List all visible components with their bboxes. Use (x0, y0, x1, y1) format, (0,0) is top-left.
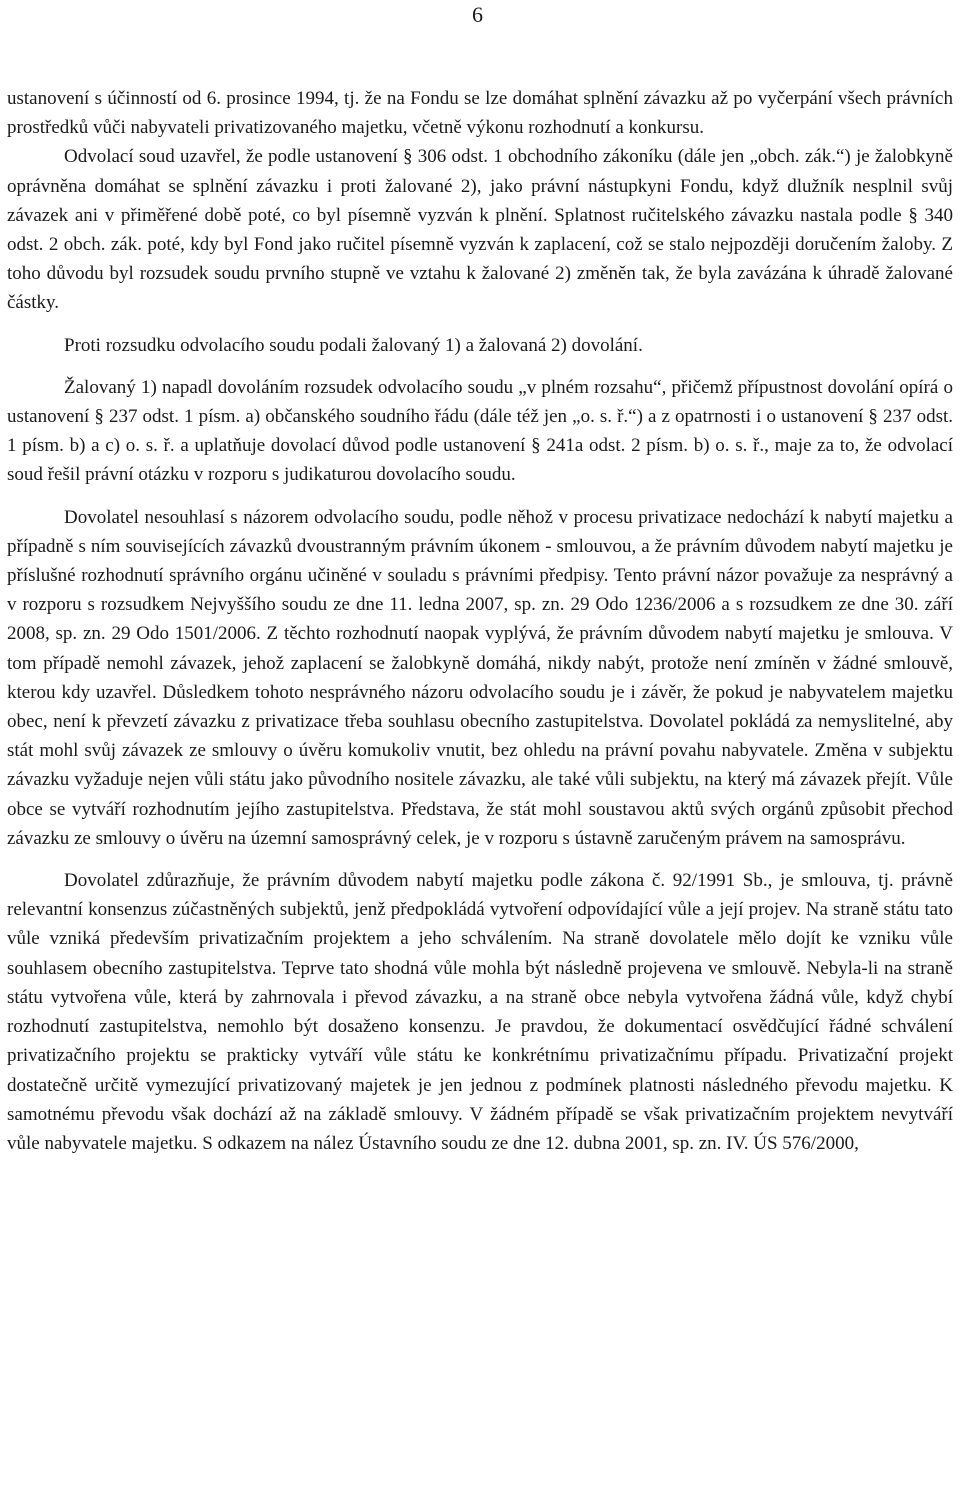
paragraph-appellant-emphasizes: Dovolatel zdůrazňuje, že právním důvodem nabytí majetku podle zákona č. 92/1991 Sb., je smlouva, tj. právně relevantní konsenzus zúčastněných subjektů, jenž předpokládá vytvoření odpovídající vůle a její projev. Na straně státu tato vůle vzniká především privatizačním projektem a jeho schválením. Na straně dovolatele mělo dojít ke vzniku vůle souhlasem obecního zastupitelstva. Teprve tato shodná vůle mohla být následně projevena ve smlouvě. Nebyla-li na straně státu vytvořena vůle, která by zahrnovala i převod závazku, a na straně obce nebyla vytvořena žádná vůle, když chybí rozhodnutí zastupitelstva, nemohlo být dosaženo konsenzu. Je pravdou, že dokumentací osvědčující řádné schválení privatizačního projektu se prakticky vytváří vůle státu ke konkrétnímu privatizačnímu případu. Privatizační projekt dostatečně určitě vymezující privatizovaný majetek je jen jednou z podmínek platnosti následného převodu majetku. K samotnému převodu však dochází až na základě smlouvy. V žádném případě se však privatizačním projektem nevytváří vůle nabyvatele majetku. S odkazem na nález Ústavního soudu ze dne 12. dubna 2001, sp. zn. IV. ÚS 576/2000, (7, 870, 953, 1154)
paragraph-appeal-filed: Proti rozsudku odvolacího soudu podali žalovaný 1) a žalovaná 2) dovolání. (64, 334, 643, 356)
paragraph-appellant-disagrees: Dovolatel nesouhlasí s názorem odvolacího soudu, podle něhož v procesu privatizace nedochází k nabytí majetku a případně s ním souvisejících závazků dvoustranným právním úkonem - smlouvou, a že právním důvodem nabytí majetku je příslušné rozhodnutí správního orgánu učiněné v souladu s právními předpisy. Tento právní názor považuje za nesprávný a v rozporu s rozsudkem Nejvyššího soudu ze dne 11. ledna 2007, sp. zn. 29 Odo 1236/2006 a s rozsudkem ze dne 30. září 2008, sp. zn. 29 Odo 1501/2006. Z těchto rozhodnutí naopak vyplývá, že právním důvodem nabytí majetku je smlouva. V tom případě nemohl závazek, jehož zaplacení se žalobkyně domáhá, nikdy nabýt, protože není zmíněn v žádné smlouvě, kterou kdy uzavřel. Důsledkem tohoto nesprávného názoru odvolacího soudu je i závěr, že pokud je nabyvatelem majetku obec, není k převzetí závazku z privatizace třeba souhlasu obecního zastupitelstva. Dovolatel pokládá za nemyslitelné, aby stát mohl svůj závazek ze smlouvy o úvěru komukoliv vnutit, bez ohledu na právní povahu nabyvatele. Změna v subjektu závazku vyžaduje nejen vůli státu jako původního nositele závazku, ale také vůli subjektu, na který má závazek přejít. Vůle obce se vytváří rozhodnutím jejího zastupitelstva. Představa, že stát mohl soustavou aktů svých orgánů způsobit přechod závazku ze smlouvy o úvěru na územní samosprávný celek, je v rozporu s ústavně zaručeným právem na samosprávu. (7, 506, 953, 849)
page-number: 6 (472, 2, 483, 27)
paragraph-appeal-court-conclusion: Odvolací soud uzavřel, že podle ustanovení § 306 odst. 1 obchodního zákoníku (dále jen „obch. zák.“) je žalobkyně oprávněna domáhat se splnění závazku i proti žalované 2), jako právní nástupkyni Fondu, když dlužník nesplnil svůj závazek ani v přiměřené době poté, co byl písemně vyzván k plnění. Splatnost ručitelského závazku nastala podle § 340 odst. 2 obch. zák. poté, kdy byl Fond jako ručitel písemně vyzván k zaplacení, což se stalo nejpozději doručením žaloby. Z toho důvodu byl rozsudek soudu prvního stupně ve vztahu k žalované 2) změněn tak, že byla zavázána k úhradě žalované částky. (7, 146, 953, 314)
document-body (7, 84, 953, 1158)
paragraph-continuation: ustanovení s účinností od 6. prosince 1994, tj. že na Fondu se lze domáhat splnění závazku až po vyčerpání všech právních prostředků vůči nabyvateli privatizovaného majetku, včetně výkonu rozhodnutí a konkursu. (7, 88, 953, 139)
paragraph-defendant-1-appeal: Žalovaný 1) napadl dovoláním rozsudek odvolacího soudu „v plném rozsahu“, přičemž přípustnost dovolání opírá o ustanovení § 237 odst. 1 písm. a) občanského soudního řádu (dále též jen „o. s. ř.“) a z opatrnosti i o ustanovení § 237 odst. 1 písm. b) a c) o. s. ř. a uplatňuje dovolací důvod podle ustanovení § 241a odst. 2 písm. b) o. s. ř., maje za to, že odvolací soud řešil právní otázku v rozporu s judikaturou dovolacího soudu. (7, 376, 953, 486)
